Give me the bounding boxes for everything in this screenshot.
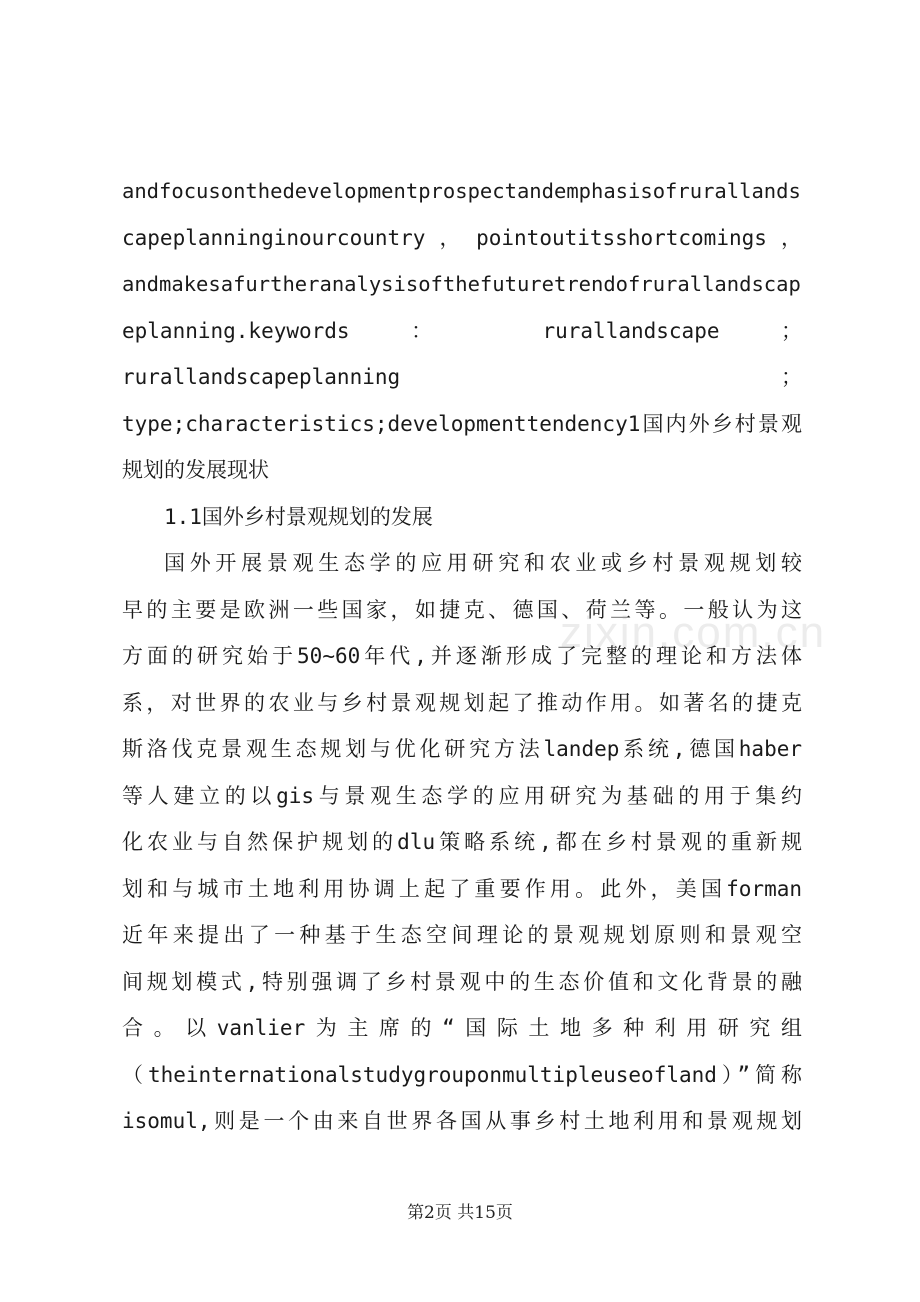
- text-line: 方面的研究始于50~60年代,并逐渐形成了完整的理论和方法体: [122, 644, 802, 668]
- text-line: type;characteristics;developmenttendency1国内外乡村景观: [122, 411, 802, 436]
- text-line: 划和与城市土地利用协调上起了重要作用。此外，美国forman: [122, 876, 802, 901]
- text-line: 规划的发展现状: [122, 458, 269, 482]
- text-line: capeplanninginourcountry ， pointoutitsshortcomings ，: [122, 225, 802, 250]
- text-line: isomul,则是一个由来自世界各国从事乡村土地利用和景观规划: [122, 1109, 802, 1133]
- text-line: andmakesafurtheranalysisofthefuturetrendofrurallandscap: [122, 272, 801, 296]
- text-line: 早的主要是欧洲一些国家，如捷克、德国、荷兰等。一般认为这: [122, 597, 802, 622]
- text-line: 间规划模式,特别强调了乡村景观中的生态价值和文化背景的融: [122, 969, 802, 994]
- text-line: 近年来提出了一种基于生态空间理论的景观规划原则和景观空: [122, 923, 802, 947]
- text-line: eplanning.keywords ： rurallandscape ；: [122, 318, 802, 343]
- body-text: [122, 168, 802, 1145]
- text-line: 等人建立的以gis与景观生态学的应用研究为基础的用于集约: [122, 783, 802, 808]
- text-line: rurallandscapeplanning ；: [122, 365, 802, 389]
- text-line: 斯洛伐克景观生态规划与优化研究方法landep系统,德国haber: [122, 737, 802, 761]
- text-line: 国外开展景观生态学的应用研究和农业或乡村景观规划较: [164, 551, 802, 575]
- section-heading: 1.1国外乡村景观规划的发展: [164, 504, 433, 529]
- text-line: 化农业与自然保护规划的dlu策略系统,都在乡村景观的重新规: [122, 830, 802, 854]
- text-line: 系，对世界的农业与乡村景观规划起了推动作用。如著名的捷克: [122, 690, 802, 715]
- text-line: 合。以vanlier为主席的“国际土地多种利用研究组: [122, 1016, 802, 1040]
- text-line: （theinternationalstudygrouponmultipleuseofland）”简称: [122, 1062, 802, 1087]
- page-number-footer: 第2页 共15页: [407, 1203, 513, 1223]
- watermark: zixin.com.cn: [560, 608, 827, 657]
- text-line: andfocusonthedevelopmentprospectandemphasisofrurallands: [122, 179, 801, 203]
